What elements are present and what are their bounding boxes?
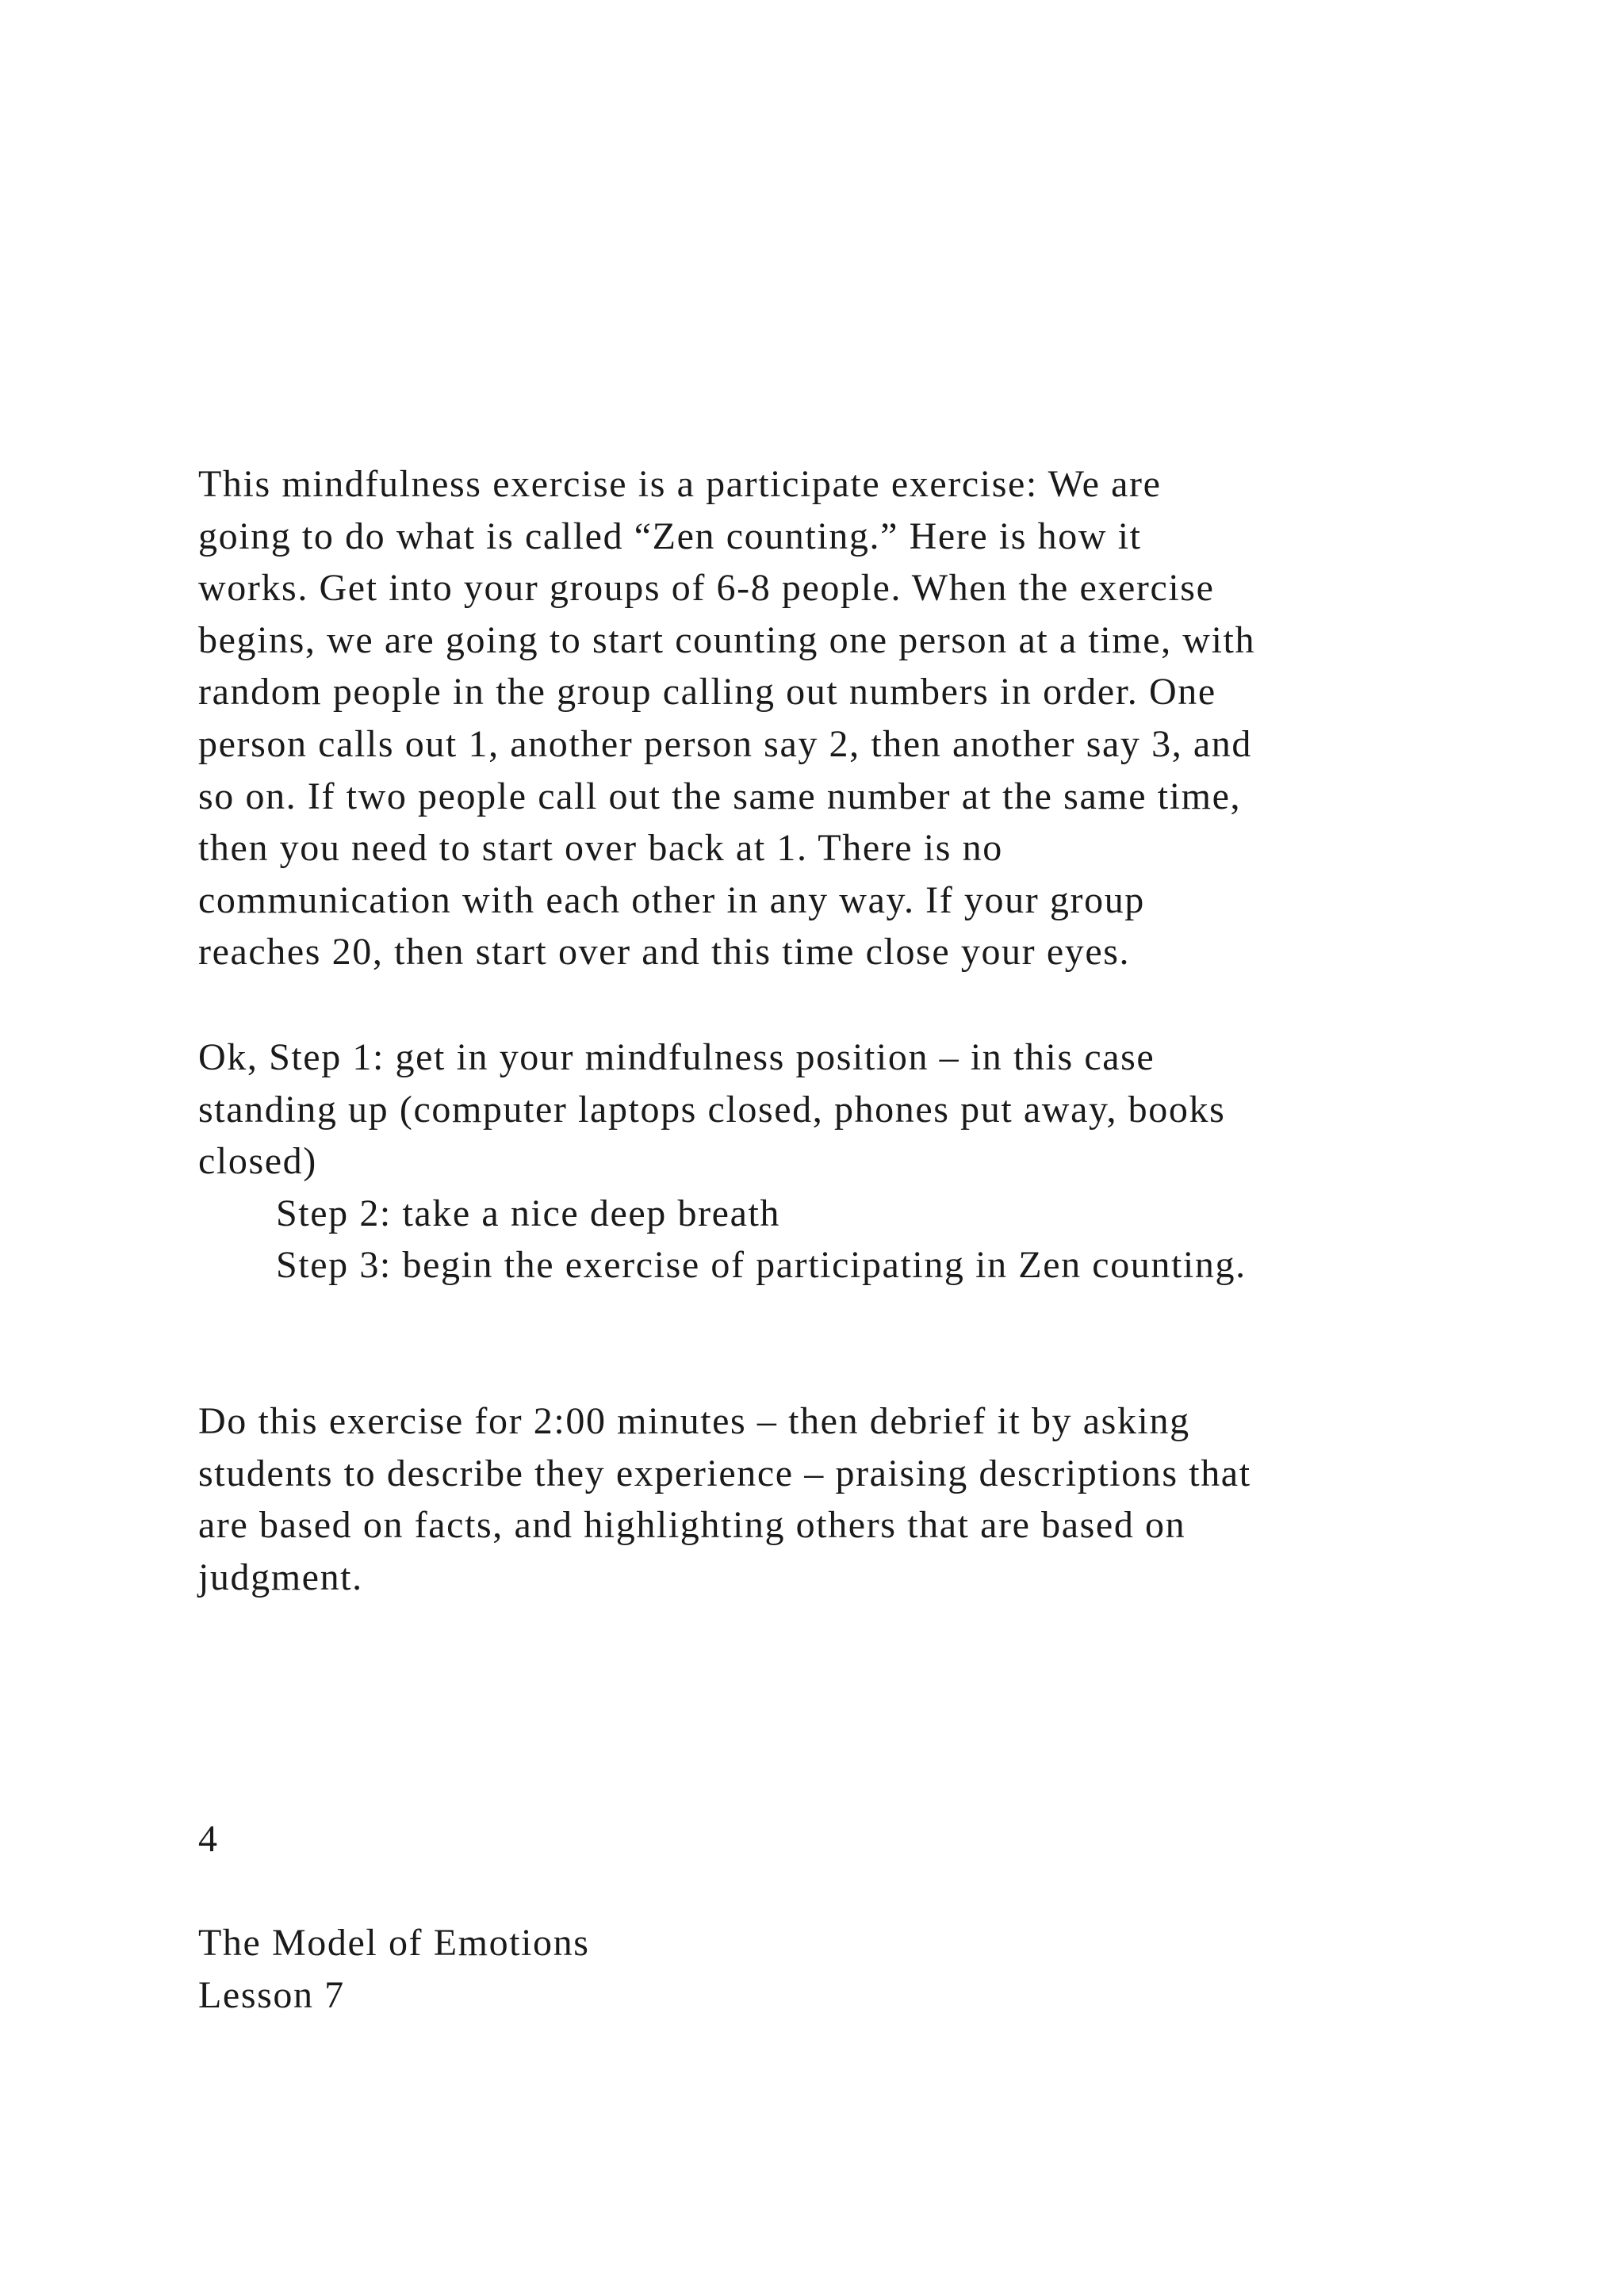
paragraph-line: works. Get into your groups of 6-8 people. When the exercise <box>198 567 1215 610</box>
paragraph-line: are based on facts, and highlighting others that are based on <box>198 1504 1186 1547</box>
paragraph-line: communication with each other in any way. If your group <box>198 878 1145 921</box>
paragraph-line: random people in the group calling out numbers in order. One <box>198 671 1216 714</box>
intro-paragraph <box>198 458 1515 978</box>
step-1-line: closed) <box>198 1140 317 1183</box>
paragraph-line: so on. If two people call out the same number at the same time, <box>198 775 1242 817</box>
paragraph-line: students to describe they experience – praising descriptions that <box>198 1452 1251 1494</box>
paragraph-line: person calls out 1, another person say 2, then another say 3, and <box>198 722 1253 765</box>
paragraph-line: going to do what is called “Zen counting.” Here is how it <box>198 515 1142 557</box>
steps-block <box>198 1031 1515 1292</box>
footer-block <box>198 1917 1515 2021</box>
paragraph-line: judgment. <box>198 1556 363 1598</box>
page-number: 4 <box>198 1818 219 1860</box>
debrief-paragraph <box>198 1395 1515 1603</box>
step-1-line: standing up (computer laptops closed, phones put away, books <box>198 1088 1226 1131</box>
paragraph-line: then you need to start over back at 1. There is no <box>198 827 1003 870</box>
paragraph-line: This mindfulness exercise is a participate exercise: We are <box>198 463 1162 505</box>
step-2-line: Step 2: take a nice deep breath <box>276 1192 781 1234</box>
step-3-line: Step 3: begin the exercise of participating in Zen counting. <box>276 1244 1247 1287</box>
footer-title: The Model of Emotions <box>198 1922 590 1964</box>
paragraph-line: reaches 20, then start over and this time close your eyes. <box>198 931 1131 974</box>
paragraph-line: begins, we are going to start counting one person at a time, with <box>198 618 1256 661</box>
footer-lesson: Lesson 7 <box>198 1973 345 2016</box>
paragraph-line: Do this exercise for 2:00 minutes – then debrief it by asking <box>198 1400 1190 1442</box>
step-1-line: Ok, Step 1: get in your mindfulness position – in this case <box>198 1036 1155 1078</box>
